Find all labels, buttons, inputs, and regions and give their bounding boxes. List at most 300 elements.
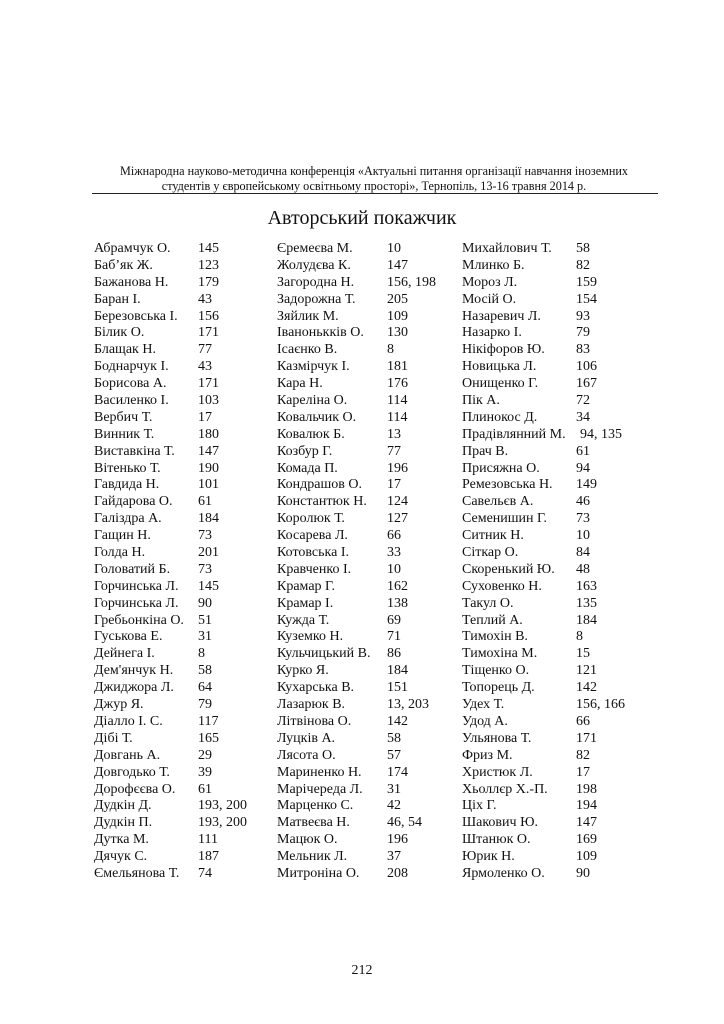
index-entry (462, 393, 625, 410)
index-entry (277, 461, 436, 478)
page-references: 8 (198, 646, 205, 662)
index-entry (277, 798, 436, 815)
index-column-2 (277, 241, 436, 883)
author-name: Пік А. (462, 393, 500, 409)
index-entry (462, 309, 625, 326)
author-name: Прадівлянний М. (462, 426, 566, 442)
index-entry (277, 731, 436, 748)
page-references: 169 (576, 832, 597, 848)
author-name: Кухарська В. (277, 680, 355, 696)
page-references: 10 (387, 241, 401, 256)
running-header (92, 164, 656, 194)
index-entry (94, 427, 247, 444)
index-entry (462, 477, 625, 494)
index-entry (462, 359, 625, 376)
page-references: 8 (576, 629, 583, 645)
page-references: 149 (576, 477, 597, 493)
index-entry (94, 444, 247, 461)
page-references: 94, 135 (580, 426, 622, 442)
index-entry (277, 748, 436, 765)
page-references: 43 (198, 291, 212, 307)
author-name: Задорожна Т. (277, 291, 356, 307)
page-references: 154 (576, 291, 597, 307)
index-entry (94, 562, 247, 579)
author-name: Виставкіна Т. (94, 443, 175, 459)
author-name: Винник Т. (94, 426, 155, 442)
page-references: 184 (387, 663, 408, 679)
index-entry (94, 325, 247, 342)
index-column-3 (462, 241, 625, 883)
author-name: Ярмоленко О. (462, 865, 545, 881)
index-entry (462, 731, 625, 748)
author-name: Фриз М. (462, 747, 513, 763)
index-entry (462, 511, 625, 528)
page-references: 37 (387, 849, 401, 865)
author-name: Мацюк О. (277, 832, 338, 848)
index-entry (277, 494, 436, 511)
author-name: Казмірчук І. (277, 359, 350, 375)
page-references: 17 (387, 477, 401, 493)
author-name: Штанюк О. (462, 832, 531, 848)
page-references: 73 (576, 511, 590, 527)
author-name: Ціх Г. (462, 798, 497, 814)
page-references: 79 (198, 697, 212, 713)
page-references: 196 (387, 460, 408, 476)
author-name: Христюк Л. (462, 764, 533, 780)
index-entry (277, 765, 436, 782)
author-name: Єремеєва М. (277, 241, 353, 256)
page-references: 145 (198, 241, 219, 256)
index-entry (462, 748, 625, 765)
author-name: Баб’як Ж. (94, 257, 153, 273)
author-name: Сіткар О. (462, 545, 519, 561)
page-references: 162 (387, 578, 408, 594)
author-name: Новицька Л. (462, 359, 537, 375)
author-name: Кужда Т. (277, 612, 330, 628)
index-column-1 (94, 241, 247, 883)
author-name: Загородна Н. (277, 274, 355, 290)
index-entry (94, 241, 247, 258)
page-references: 117 (198, 713, 219, 729)
index-entry (277, 275, 436, 292)
author-name: Дудкін Д. (94, 798, 152, 814)
author-name: Довгодько Т. (94, 764, 170, 780)
page-references: 176 (387, 376, 408, 392)
index-entry (94, 596, 247, 613)
index-entry (462, 680, 625, 697)
author-name: Косарева Л. (277, 528, 348, 544)
author-name: Юрик Н. (462, 849, 515, 865)
author-name: Гуськова Е. (94, 629, 163, 645)
page-references: 167 (576, 376, 597, 392)
index-entry (94, 461, 247, 478)
author-name: Ємельянова Т. (94, 865, 180, 881)
index-entry (94, 292, 247, 309)
page-references: 184 (576, 612, 597, 628)
author-name: Семенишин Г. (462, 511, 548, 527)
author-name: Кареліна О. (277, 393, 348, 409)
page-references: 57 (387, 747, 401, 763)
author-name: Гребьонкіна О. (94, 612, 184, 628)
author-name: Назаревич Л. (462, 308, 541, 324)
page-references: 165 (198, 730, 219, 746)
index-entry (277, 393, 436, 410)
index-entry (277, 511, 436, 528)
author-name: Удод А. (462, 713, 508, 729)
index-entry (462, 798, 625, 815)
page-references: 46, 54 (387, 815, 422, 831)
page-references: 13, 203 (387, 697, 429, 713)
index-entry (94, 410, 247, 427)
index-entry (94, 579, 247, 596)
page-references: 58 (576, 241, 590, 256)
page-references: 106 (576, 359, 597, 375)
index-entry (94, 511, 247, 528)
author-name: Лясота О. (277, 747, 336, 763)
author-name: Плинокос Д. (462, 409, 538, 425)
page-references: 114 (387, 409, 408, 425)
author-name: Козбур Г. (277, 443, 333, 459)
author-name: Такул О. (462, 595, 514, 611)
page-references: 33 (387, 545, 401, 561)
author-name: Гавдида Н. (94, 477, 160, 493)
page-references: 8 (387, 342, 394, 358)
page-references: 31 (198, 629, 212, 645)
index-entry (462, 461, 625, 478)
page-references: 77 (198, 342, 212, 358)
author-name: Бажанова Н. (94, 274, 169, 290)
author-name: Марценко С. (277, 798, 354, 814)
author-name: Матвеєва Н. (277, 815, 350, 831)
index-entry (94, 714, 247, 731)
index-entry (462, 832, 625, 849)
index-entry (462, 258, 625, 275)
index-entry (94, 748, 247, 765)
index-entry (462, 342, 625, 359)
page-references: 135 (576, 595, 597, 611)
page-title: Авторський покажчик (267, 207, 457, 229)
index-entry (277, 866, 436, 883)
author-name: Гащин Н. (94, 528, 151, 544)
page-references: 208 (387, 865, 408, 881)
index-entry (462, 866, 625, 883)
index-entry (462, 410, 625, 427)
author-name: Дем'янчук Н. (94, 663, 174, 679)
author-name: Вербич Т. (94, 409, 153, 425)
index-entry (277, 241, 436, 258)
index-entry (277, 613, 436, 630)
page-references: 127 (387, 511, 408, 527)
index-entry (277, 528, 436, 545)
index-entry (462, 325, 625, 342)
page-references: 66 (387, 528, 401, 544)
index-entry (277, 309, 436, 326)
page-references: 111 (198, 832, 218, 848)
author-name: Нікіфоров Ю. (462, 342, 545, 358)
page-references: 171 (198, 325, 219, 341)
author-name: Ремезовська Н. (462, 477, 553, 493)
page-references: 184 (198, 511, 219, 527)
author-name: Мариненко Н. (277, 764, 362, 780)
author-name: Кульчицький В. (277, 646, 371, 662)
page-references: 174 (387, 764, 408, 780)
page-references: 156, 166 (576, 697, 625, 713)
index-entry (277, 342, 436, 359)
index-entry (277, 562, 436, 579)
index-entry (462, 545, 625, 562)
index-entry (277, 359, 436, 376)
index-entry (277, 410, 436, 427)
author-name: Джиджора Л. (94, 680, 174, 696)
index-entry (277, 596, 436, 613)
index-entry (462, 613, 625, 630)
index-entry (94, 815, 247, 832)
author-name: Мельник Л. (277, 849, 348, 865)
index-entry (277, 629, 436, 646)
page-references: 90 (198, 595, 212, 611)
author-name: Суховенко Н. (462, 578, 542, 594)
page-references: 73 (198, 561, 212, 577)
index-entry (277, 258, 436, 275)
page-references: 124 (387, 494, 408, 510)
page-references: 193, 200 (198, 815, 247, 831)
author-name: Баран І. (94, 291, 141, 307)
author-name: Кондрашов О. (277, 477, 362, 493)
author-name: Скоренький Ю. (462, 561, 555, 577)
author-name: Тимохін В. (462, 629, 528, 645)
page-references: 156, 198 (387, 274, 436, 290)
author-name: Гайдарова О. (94, 494, 173, 510)
author-name: Луцків А. (277, 730, 336, 746)
page-references: 61 (576, 443, 590, 459)
index-entry (277, 680, 436, 697)
index-entry (462, 292, 625, 309)
page-references: 10 (576, 528, 590, 544)
page-references: 82 (576, 747, 590, 763)
author-name: Дорофєєва О. (94, 781, 176, 797)
author-name: Дейнега І. (94, 646, 155, 662)
index-entry (94, 393, 247, 410)
page-references: 101 (198, 477, 219, 493)
index-entry (462, 765, 625, 782)
index-entry (462, 849, 625, 866)
page-references: 151 (387, 680, 408, 696)
index-entry (277, 663, 436, 680)
author-name: Удех Т. (462, 697, 505, 713)
page-references: 17 (576, 764, 590, 780)
page-references: 90 (576, 865, 590, 881)
author-name: Ульянова Т. (462, 730, 532, 746)
author-name: Тимохіна М. (462, 646, 538, 662)
index-entry (94, 376, 247, 393)
page-references: 145 (198, 578, 219, 594)
author-name: Топорець Д. (462, 680, 535, 696)
author-name: Зяйлик М. (277, 308, 339, 324)
author-name: Савельєв А. (462, 494, 534, 510)
page-references: 159 (576, 274, 597, 290)
index-entry (277, 646, 436, 663)
page-references: 31 (387, 781, 401, 797)
page-references: 171 (198, 376, 219, 392)
index-entry (277, 376, 436, 393)
author-name: Назарко І. (462, 325, 522, 341)
page-references: 29 (198, 747, 212, 763)
index-entry (94, 765, 247, 782)
author-name: Блащак Н. (94, 342, 156, 358)
author-name: Митроніна О. (277, 865, 360, 881)
author-name: Шакович Ю. (462, 815, 538, 831)
index-entry (462, 629, 625, 646)
author-name: Головатий Б. (94, 561, 171, 577)
author-name: Кара Н. (277, 376, 323, 392)
author-name: Константюк Н. (277, 494, 367, 510)
author-name: Ісаєнко В. (277, 342, 338, 358)
author-name: Боднарчук І. (94, 359, 169, 375)
author-name: Абрамчук О. (94, 241, 171, 256)
index-entry (277, 427, 436, 444)
author-name: Михайлович Т. (462, 241, 552, 256)
index-entry (94, 832, 247, 849)
author-name: Жолудєва К. (277, 257, 351, 273)
page-references: 109 (387, 308, 408, 324)
page-references: 39 (198, 764, 212, 780)
page-references: 194 (576, 798, 597, 814)
author-name: Мороз Л. (462, 274, 518, 290)
author-name: Прач В. (462, 443, 509, 459)
index-entry (462, 596, 625, 613)
author-name: Джур Я. (94, 697, 144, 713)
author-name: Ковальчик О. (277, 409, 357, 425)
author-name: Ковалюк Б. (277, 426, 345, 442)
page-references: 48 (576, 561, 590, 577)
author-name: Дутка М. (94, 832, 149, 848)
page-references: 93 (576, 308, 590, 324)
author-name: Галіздра А. (94, 511, 162, 527)
author-name: Горчинська Л. (94, 578, 179, 594)
author-name: Дячук С. (94, 849, 148, 865)
page-references: 114 (387, 393, 408, 409)
author-name: Дудкін П. (94, 815, 153, 831)
index-entry (277, 325, 436, 342)
page-references: 142 (387, 713, 408, 729)
index-entry (94, 629, 247, 646)
author-name: Онищенко Г. (462, 376, 539, 392)
page-references: 130 (387, 325, 408, 341)
page-references: 201 (198, 545, 219, 561)
author-name: Крамар Г. (277, 578, 336, 594)
index-entry (277, 444, 436, 461)
index-entry (462, 376, 625, 393)
author-name: Вітенько Т. (94, 460, 161, 476)
index-entry (94, 494, 247, 511)
page-references: 66 (576, 713, 590, 729)
running-header-line-1: Міжнародна науково-методична конференція «Актуальні питання організації навчання іноземних (120, 164, 628, 178)
index-entry (462, 579, 625, 596)
page-references: 103 (198, 393, 219, 409)
author-name: Королюк Т. (277, 511, 345, 527)
index-entry (462, 444, 625, 461)
index-entry (94, 528, 247, 545)
page-references: 15 (576, 646, 590, 662)
author-name: Крамар І. (277, 595, 334, 611)
index-entry (277, 579, 436, 596)
index-entry (94, 613, 247, 630)
author-name: Присяжна О. (462, 460, 540, 476)
author-name: Василенко І. (94, 393, 169, 409)
index-entry (94, 359, 247, 376)
page-references: 58 (198, 663, 212, 679)
index-entry (94, 663, 247, 680)
page-references: 179 (198, 274, 219, 290)
index-entry (94, 646, 247, 663)
page-references: 109 (576, 849, 597, 865)
author-name: Курко Я. (277, 663, 329, 679)
header-rule (92, 193, 658, 194)
page-references: 156 (198, 308, 219, 324)
page-references: 69 (387, 612, 401, 628)
author-name: Марічереда Л. (277, 781, 363, 797)
author-name: Березовська І. (94, 308, 178, 324)
page-references: 46 (576, 494, 590, 510)
author-name: Дібі Т. (94, 730, 133, 746)
index-entry (277, 292, 436, 309)
page-references: 77 (387, 443, 401, 459)
page-references: 190 (198, 460, 219, 476)
page-references: 17 (198, 409, 212, 425)
author-name: Борисова А. (94, 376, 167, 392)
page-references: 147 (198, 443, 219, 459)
index-entry (94, 342, 247, 359)
index-entry (277, 545, 436, 562)
page-references: 72 (576, 393, 590, 409)
index-entry (462, 782, 625, 799)
author-name: Літвінова О. (277, 713, 352, 729)
page-references: 61 (198, 781, 212, 797)
page-references: 42 (387, 798, 401, 814)
author-name: Котовська І. (277, 545, 349, 561)
index-entry (277, 782, 436, 799)
index-entry (462, 697, 625, 714)
page-references: 187 (198, 849, 219, 865)
index-entry (94, 309, 247, 326)
page-references: 123 (198, 257, 219, 273)
index-entry (94, 680, 247, 697)
page-references: 79 (576, 325, 590, 341)
index-entry (94, 798, 247, 815)
page-references: 142 (576, 680, 597, 696)
page-references: 73 (198, 528, 212, 544)
page-references: 193, 200 (198, 798, 247, 814)
page-references: 198 (576, 781, 597, 797)
index-entry (462, 427, 625, 444)
author-name: Кравченко І. (277, 561, 352, 577)
index-entry (94, 866, 247, 883)
index-entry (462, 562, 625, 579)
page-references: 86 (387, 646, 401, 662)
author-name: Комада П. (277, 460, 338, 476)
index-entry (277, 477, 436, 494)
page-number: 212 (351, 963, 373, 978)
page-references: 196 (387, 832, 408, 848)
author-name: Горчинська Л. (94, 595, 179, 611)
page-references: 74 (198, 865, 212, 881)
page-references: 71 (387, 629, 401, 645)
index-entry (94, 697, 247, 714)
author-name: Ситник Н. (462, 528, 524, 544)
author-name: Білик О. (94, 325, 145, 341)
index-entry (277, 849, 436, 866)
author-name: Довгань А. (94, 747, 161, 763)
